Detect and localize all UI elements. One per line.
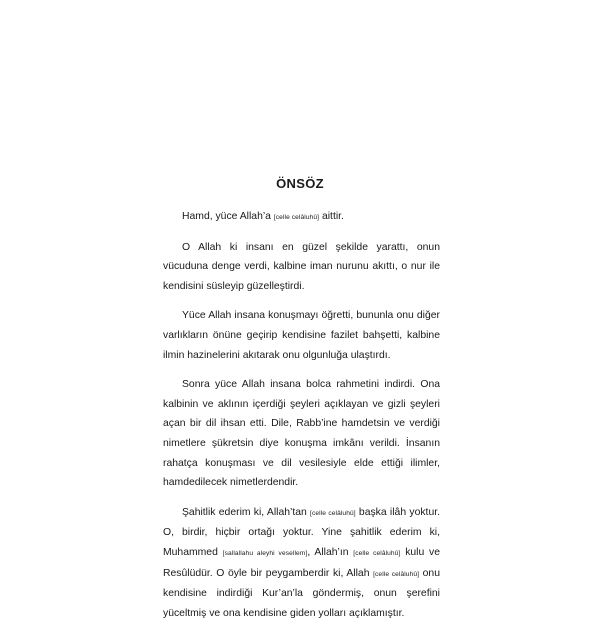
paragraph-1 [163, 207, 440, 228]
honorific-note: [celle celâluhû] [273, 214, 320, 221]
honorific-note: [sallallahu aleyhi vesellem] [222, 549, 308, 557]
text-run: Sonra yüce Allah insana bolca rahmetini indirdi. Ona kalbinin ve aklının içerdiği şeyleri açıklayan ve gizli şeyleri açan bir dil ihsan etti. Dile, Rabb’ine hamdetsin ve verdiği nimetlere şükretsin diye konuşma imkânı verildi. İnsanın rahatça konuşması ve dil vesilesiyle elde ettiği ilimler, hamdedilecek nimetlerdendir. [163, 379, 440, 489]
honorific-note: [celle celâluhû] [310, 509, 356, 517]
text-run: onu kendisine indirdiği Kur’an’la göndermiş, onun şerefini yüceltmiş ve ona kendisine giden yolları açıklamıştır. [163, 567, 440, 619]
paragraph-2 [163, 238, 440, 297]
honorific-note: [celle celâluhû] [353, 549, 401, 557]
text-run: kulu ve Resûlüdür. O öyle bir peygamberdir ki, Allah [163, 546, 441, 579]
honorific-note: [celle celâluhû] [373, 570, 420, 578]
text-run: aittir. [319, 211, 344, 222]
paragraph-5 [163, 503, 440, 624]
text-run: , Allah’ın [307, 546, 354, 558]
text-run: başka ilâh yoktur. O, birdir, hiçbir ortağı yoktur. Yine şahitlik ederim ki, Muhammed [163, 506, 440, 558]
text-run: Hamd, yüce Allah’a [182, 211, 274, 222]
text-run: O Allah ki insanı en güzel şekilde yarattı, onun vücuduna denge verdi, kalbine iman nurunu akıttı, o nur ile kendisini süsleyip güzelleştirdi. [163, 241, 440, 292]
body-text [163, 207, 440, 633]
page-title: ÖNSÖZ [276, 176, 324, 191]
text-run: Yüce Allah insana konuşmayı öğretti, bununla onu diğer varlıkların önüne geçirip kendisine fazilet bahşetti, kalbine ilmin hazinelerini akıtarak onu olgunluğa ulaştırdı. [163, 310, 440, 361]
paragraph-3 [163, 306, 440, 365]
paragraph-4 [163, 375, 440, 493]
text-run: Şahitlik ederim ki, Allah’tan [182, 506, 311, 518]
